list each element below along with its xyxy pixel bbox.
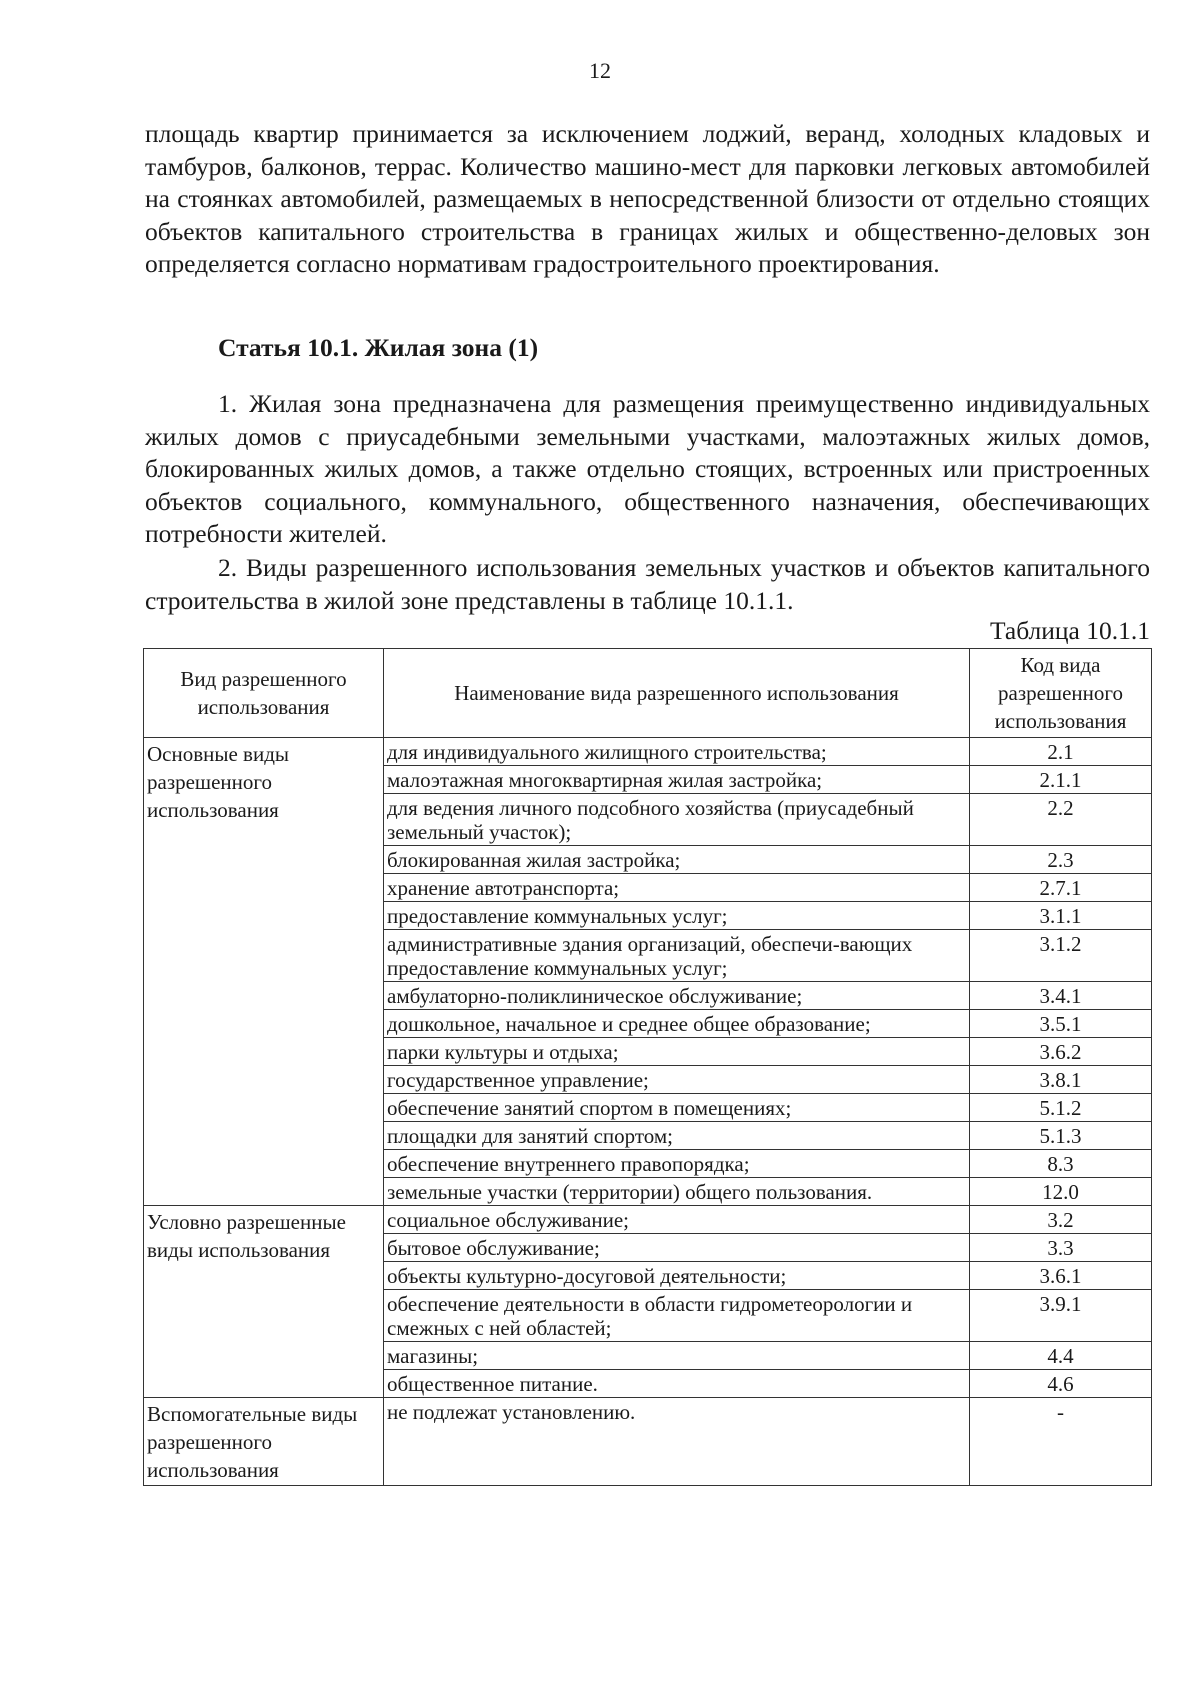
use-name-cell: парки культуры и отдыха; <box>384 1038 970 1066</box>
use-name-cell: блокированная жилая застройка; <box>384 846 970 874</box>
use-code-cell: - <box>970 1398 1152 1486</box>
use-name-cell: социальное обслуживание; <box>384 1206 970 1234</box>
use-name-cell: государственное управление; <box>384 1066 970 1094</box>
article-title: Статья 10.1. Жилая зона (1) <box>218 333 539 362</box>
use-name-cell: предоставление коммунальных услуг; <box>384 902 970 930</box>
use-code-cell: 3.8.1 <box>970 1066 1152 1094</box>
paragraph-2: 2. Виды разрешенного использования земельных участков и объектов капитального строительства в жилой зоне представлены в таблице 10.1.1. <box>145 553 1150 615</box>
page-number: 12 <box>589 58 611 83</box>
header-category: Вид разрешенного использования <box>144 649 384 738</box>
use-name-cell: хранение автотранспорта; <box>384 874 970 902</box>
use-code-cell: 3.3 <box>970 1234 1152 1262</box>
use-code-cell: 5.1.3 <box>970 1122 1152 1150</box>
use-name-cell: общественное питание. <box>384 1370 970 1398</box>
use-name-cell: для индивидуального жилищного строительства; <box>384 738 970 766</box>
use-code-cell: 2.1.1 <box>970 766 1152 794</box>
use-name-cell: объекты культурно-досуговой деятельности; <box>384 1262 970 1290</box>
header-code: Код вида разрешенного использования <box>970 649 1152 738</box>
land-use-table <box>143 648 1152 1486</box>
category-cell: Условно разрешенные виды использования <box>144 1206 384 1398</box>
use-code-cell: 3.5.1 <box>970 1010 1152 1038</box>
use-code-cell: 3.9.1 <box>970 1290 1152 1342</box>
use-name-cell: магазины; <box>384 1342 970 1370</box>
table-caption: Таблица 10.1.1 <box>989 616 1150 645</box>
use-code-cell: 3.1.2 <box>970 930 1152 982</box>
category-cell: Основные виды разрешенного использования <box>144 738 384 1206</box>
table-row <box>144 1206 1152 1234</box>
use-code-cell: 2.3 <box>970 846 1152 874</box>
table-row <box>144 738 1152 766</box>
intro-paragraph: площадь квартир принимается за исключением лоджий, веранд, холодных кладовых и тамбуров, балконов, террас. Количество машино-мест для парковки легковых автомобилей на стоянках автомобилей, размещаемых в непосредственной близости от отдельно стоящих объектов капитального строительства в границах жилых и общественно-деловых зон определяется согласно нормативам градостроительного проектирования. <box>145 119 1150 278</box>
use-code-cell: 3.6.1 <box>970 1262 1152 1290</box>
use-code-cell: 3.4.1 <box>970 982 1152 1010</box>
use-name-cell: обеспечение внутреннего правопорядка; <box>384 1150 970 1178</box>
use-code-cell: 2.1 <box>970 738 1152 766</box>
use-code-cell: 12.0 <box>970 1178 1152 1206</box>
use-code-cell: 2.7.1 <box>970 874 1152 902</box>
use-code-cell: 3.6.2 <box>970 1038 1152 1066</box>
use-name-cell: дошкольное, начальное и среднее общее образование; <box>384 1010 970 1038</box>
use-code-cell: 4.6 <box>970 1370 1152 1398</box>
use-name-cell: обеспечение занятий спортом в помещениях; <box>384 1094 970 1122</box>
use-code-cell: 4.4 <box>970 1342 1152 1370</box>
use-name-cell: амбулаторно-поликлиническое обслуживание; <box>384 982 970 1010</box>
use-name-cell: площадки для занятий спортом; <box>384 1122 970 1150</box>
use-name-cell: обеспечение деятельности в области гидрометеорологии и смежных с ней областей; <box>384 1290 970 1342</box>
use-code-cell: 2.2 <box>970 794 1152 846</box>
use-name-cell: административные здания организаций, обеспечи-вающих предоставление коммунальных услуг; <box>384 930 970 982</box>
use-name-cell: земельные участки (территории) общего пользования. <box>384 1178 970 1206</box>
use-code-cell: 8.3 <box>970 1150 1152 1178</box>
use-name-cell: для ведения личного подсобного хозяйства (приусадебный земельный участок); <box>384 794 970 846</box>
use-code-cell: 3.2 <box>970 1206 1152 1234</box>
paragraph-1: 1. Жилая зона предназначена для размещения преимущественно индивидуальных жилых домов с приусадебными земельными участками, малоэтажных жилых домов, блокированных жилых домов, а также отдельно стоящих, встроенных или пристроенных объектов социального, коммунального, общественного назначения, обеспечивающих потребности жителей. <box>145 389 1150 548</box>
use-code-cell: 3.1.1 <box>970 902 1152 930</box>
use-name-cell: малоэтажная многоквартирная жилая застройка; <box>384 766 970 794</box>
category-cell: Вспомогательные виды разрешенного использования <box>144 1398 384 1486</box>
use-name-cell: бытовое обслуживание; <box>384 1234 970 1262</box>
use-code-cell: 5.1.2 <box>970 1094 1152 1122</box>
table-body <box>144 738 1152 1486</box>
table-header-row <box>144 649 1152 738</box>
header-name: Наименование вида разрешенного использования <box>384 649 970 738</box>
use-name-cell: не подлежат установлению. <box>384 1398 970 1486</box>
table-row <box>144 1398 1152 1486</box>
